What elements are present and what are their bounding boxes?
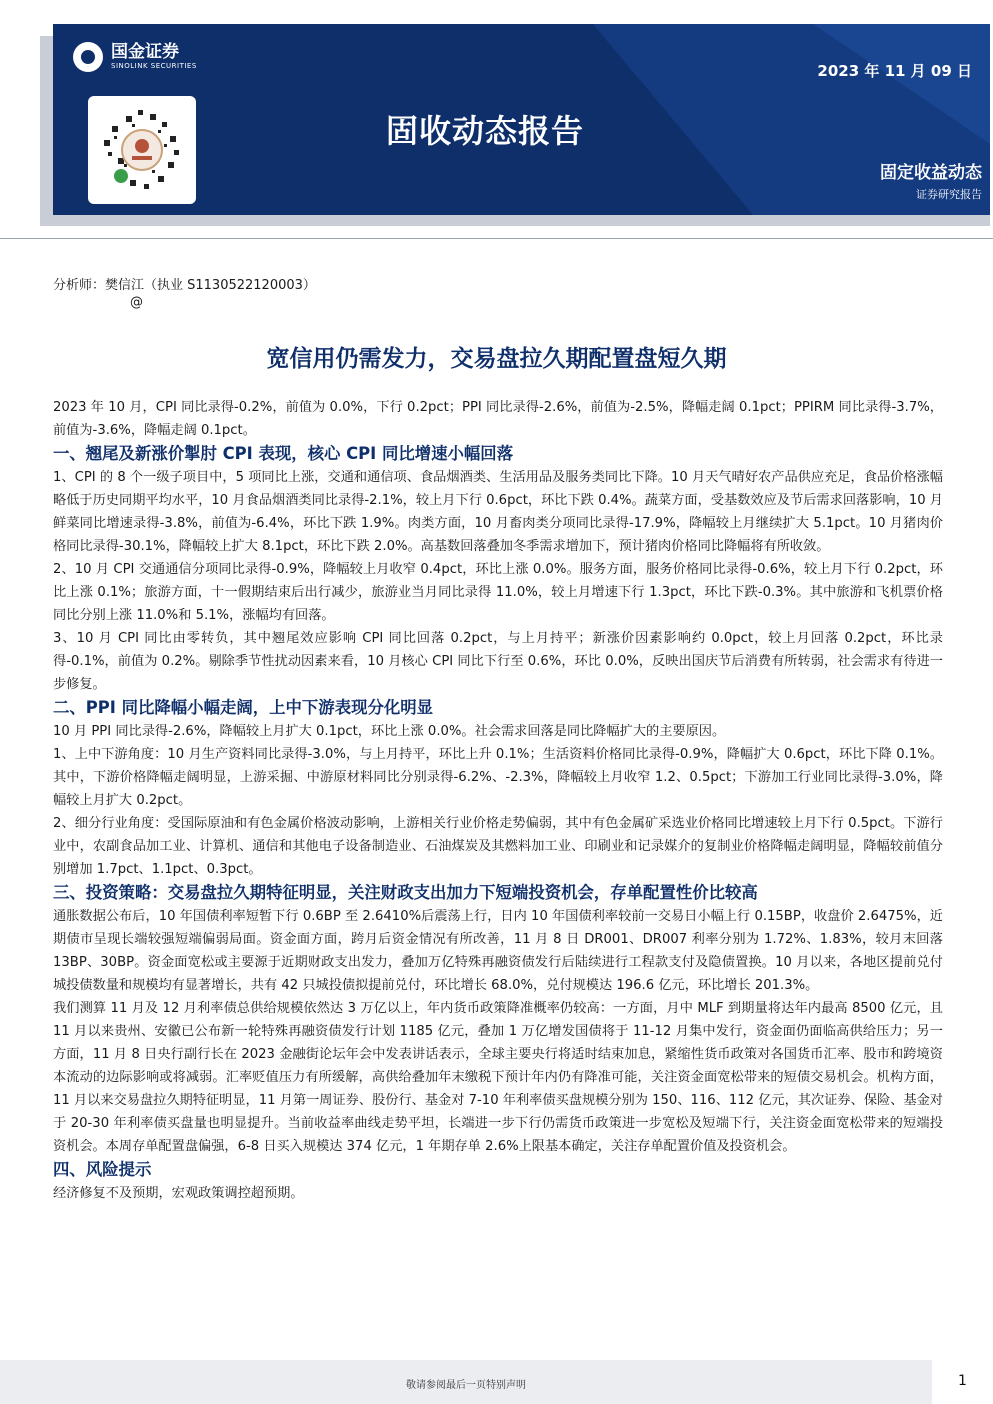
report-subcategory: 证券研究报告 bbox=[916, 188, 982, 201]
report-category: 固定收益动态 bbox=[880, 163, 982, 183]
paragraph: 我们测算 11 月及 12 月利率债总供给规模依然达 3 万亿以上，年内货币政策降准概率仍较高：一方面，月中 MLF 到期量将达年内最高 8500 亿元，且 11 月以来贵州、安徽已公布新一轮特殊再融资债发行计划 1185 亿元，叠加 1 万亿增发国债将于 11-12 月集中发行，资金面仍面临高供给压力；另一方面，11 月 8 日央行副行长在 2023 金融街论坛年会中发表讲话表示，全球主要央行将适时结束加息，紧缩性货币政策对各国货币汇率、股市和跨境资本流动的边际影响或将减弱。汇率贬值压力有所缓解，高供给叠加年末缴税下预计年内仍有降准可能，关注资金面宽松带来的短债交易机会。机构方面，11 月以来交易盘拉久期特征明显，11 月第一周证券、股份行、基金对 7-10 年利率债买盘规模分别为 150、116、112 亿元，其次证券、保险、基金对于 20-30 年利率债买盘量也明显提升。当前收益率曲线走势平坦，长端进一步下行仍需货币政策进一步宽松及短端下行，关注资金面宽松带来的短端投资机会。本周存单配置盘偏强，6-8 日买入规模达 374 亿元，1 年期存单 2.6%上限基本确定，关注存单配置价值及投资机会。 bbox=[53, 1001, 943, 1154]
logo-name-en: SINOLINK SECURITIES bbox=[111, 62, 197, 70]
report-date: 2023 年 11 月 09 日 bbox=[817, 62, 972, 80]
page-title: 固收动态报告 bbox=[386, 112, 585, 150]
section-heading-cpi: 一、翘尾及新涨价掣肘 CPI 表现，核心 CPI 同比增速小幅回落 bbox=[53, 444, 514, 463]
report-body bbox=[53, 396, 943, 1205]
analyst-email: @ bbox=[130, 295, 143, 310]
paragraph: 通胀数据公布后，10 年国债利率短暂下行 0.6BP 至 2.6410%后震荡上行，日内 10 年国债利率较前一交易日小幅上行 0.15BP，收盘价 2.6475%，近期债市呈现长端较强短端偏弱局面。资金面方面，跨月后资金情况有所改善，11 月 8 日 DR001、DR007 利率分别为 1.72%、1.83%，较月末回落 13BP、30BP。资金面宽松或主要源于近期财政支出发力，叠加万亿特殊再融资债发行后陆续进行工程款支付及隐债置换。10 月以来，各地区提前兑付城投债数量和规模均有显著增长，共有 42 只城投债拟提前兑付，环比增长 68.0%，兑付规模达 196.6 亿元，环比增长 201.3%。 bbox=[53, 909, 943, 993]
header-divider bbox=[0, 238, 993, 239]
paragraph: 2、细分行业角度：受国际原油和有色金属价格波动影响，上游相关行业价格走势偏弱，其中有色金属矿采选业价格同比增速较上月下行 0.5pct。下游行业中，农副食品加工业、计算机、通信和其他电子设备制造业、石油煤炭及其燃料加工业、印刷业和记录媒介的复制业价格降幅走阔明显，降幅较前值分别增加 1.7pct、1.1pct、0.3pct。 bbox=[53, 816, 943, 877]
paragraph: 2、10 月 CPI 交通通信分项同比录得-0.9%，降幅较上月收窄 0.4pct，环比上涨 0.0%。服务方面，服务价格同比录得-0.6%，较上月下行 0.2pct，环比上涨 0.1%；旅游方面，十一假期结束后出行减少，旅游业当月同比录得 11.0%，较上月增速下行 1.3pct，环比下跌-0.3%。其中旅游和飞机票价格同比分别上涨 11.0%和 5.1%，涨幅均有回落。 bbox=[53, 562, 943, 623]
paragraph: 10 月 PPI 同比录得-2.6%，降幅较上月扩大 0.1pct，环比上涨 0.0%。社会需求回落是同比降幅扩大的主要原因。 bbox=[53, 724, 726, 739]
page-number: 1 bbox=[958, 1373, 967, 1389]
logo-name-cn: 国金证券 bbox=[111, 42, 179, 62]
company-logo bbox=[73, 42, 197, 72]
paragraph: 1、CPI 的 8 个一级子项目中，5 项同比上涨，交通和通信项、食品烟酒类、生活用品及服务类同比下降。10 月天气晴好农产品供应充足，食品价格涨幅略低于历史同期平均水平，10 月食品烟酒类同比录得-2.1%，较上月下行 0.6pct，环比下跌 0.4%。蔬菜方面，受基数效应及节后需求回落影响，10 月鲜菜同比增速录得-3.8%，前值为-6.4%，环比下跌 1.9%。肉类方面，10 月畜肉类分项同比录得-17.9%，降幅较上月继续扩大 5.1pct。10 月猪肉价格同比录得-30.1%，降幅较上扩大 8.1pct，环比下跌 2.0%。高基数回落叠加冬季需求增加下，预计猪肉价格同比降幅将有所收敛。 bbox=[53, 470, 943, 554]
paragraph: 经济修复不及预期，宏观政策调控超预期。 bbox=[53, 1186, 304, 1201]
section-heading-risk: 四、风险提示 bbox=[53, 1160, 152, 1179]
section-heading-strategy: 三、投资策略：交易盘拉久期特征明显，关注财政支出加力下短端投资机会，存单配置性价比较高 bbox=[53, 883, 758, 902]
qr-code-icon bbox=[88, 96, 196, 204]
logo-mark-icon bbox=[73, 42, 103, 72]
report-headline: 宽信用仍需发力，交易盘拉久期配置盘短久期 bbox=[266, 346, 727, 372]
intro-paragraph: 2023 年 10 月，CPI 同比录得-0.2%，前值为 0.0%，下行 0.2pct；PPI 同比录得-2.6%，前值为-2.5%，降幅走阔 0.1pct；PPIRM 同比录得-3.7%，前值为-3.6%，降幅走阔 0.1pct。 bbox=[53, 400, 943, 438]
section-heading-ppi: 二、PPI 同比降幅小幅走阔，上中下游表现分化明显 bbox=[53, 698, 434, 717]
analyst-info: 分析师：樊信江（执业 S1130522120003） bbox=[53, 278, 316, 293]
paragraph: 1、上中下游角度：10 月生产资料同比录得-3.0%，与上月持平，环比上升 0.1%；生活资料价格同比录得-0.9%，降幅扩大 0.6pct，环比下降 0.1%。其中，下游价格降幅走阔明显，上游采掘、中游原材料同比分别录得-6.2%、-2.3%，降幅较上月收窄 1.2、0.5pct；下游加工行业同比录得-3.0%，降幅较上月扩大 0.2pct。 bbox=[53, 747, 943, 808]
footer-disclaimer: 敬请参阅最后一页特别声明 bbox=[406, 1380, 526, 1391]
report-header bbox=[53, 24, 990, 215]
paragraph: 3、10 月 CPI 同比由零转负，其中翘尾效应影响 CPI 同比回落 0.2pct，与上月持平；新涨价因素影响约 0.0pct，较上月回落 0.2pct，环比录得-0.1%，前值为 0.2%。剔除季节性扰动因素来看，10 月核心 CPI 同比下行至 0.6%，环比 0.0%，反映出国庆节后消费有所转弱，社会需求有待进一步修复。 bbox=[53, 631, 943, 692]
